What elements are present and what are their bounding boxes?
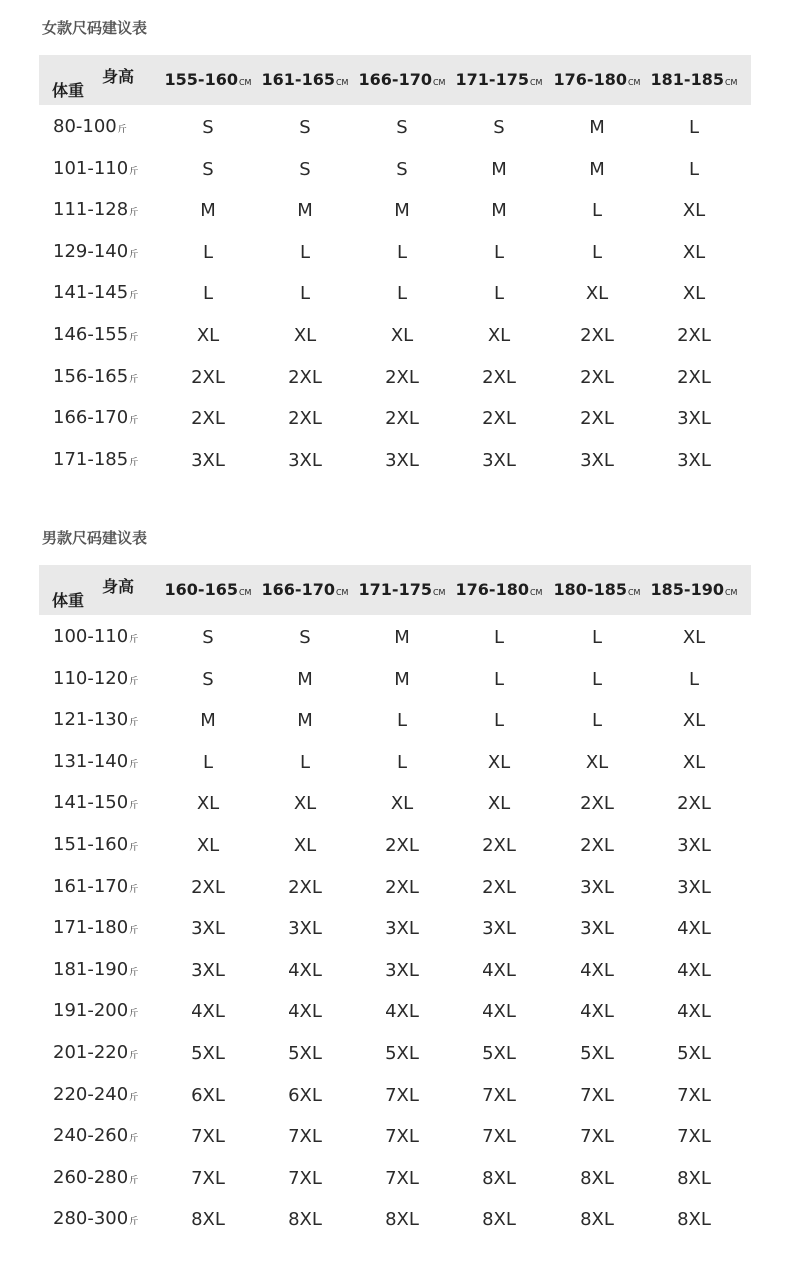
weight-unit: 斤 [129, 374, 139, 385]
size-cell: XL [682, 751, 706, 773]
height-column-header [548, 580, 646, 599]
size-cell: 5XL [482, 1042, 516, 1064]
weight-range: 129-140 [53, 240, 129, 262]
women-chart-title: 女款尺码建议表 [42, 19, 148, 37]
height-column-header [256, 70, 354, 89]
size-cell: 3XL [677, 408, 711, 430]
height-column-header [256, 580, 354, 599]
size-cell: 7XL [580, 1126, 614, 1148]
size-cell: XL [196, 324, 220, 346]
size-cell: 3XL [288, 449, 322, 471]
size-cell: 2XL [288, 366, 322, 388]
women-header-row [39, 55, 751, 105]
size-cell: XL [585, 283, 609, 305]
weight-unit: 斤 [129, 1175, 139, 1186]
size-cell: M [297, 668, 313, 690]
size-cell: 2XL [677, 793, 711, 815]
size-cell: XL [682, 627, 706, 648]
weight-row-label [53, 1084, 138, 1105]
size-cell: L [396, 241, 408, 263]
height-range: 160-165 [164, 580, 238, 599]
size-cell: 4XL [191, 1001, 225, 1023]
table-row [39, 745, 751, 787]
weight-range: 146-155 [53, 323, 129, 345]
height-range: 166-170 [358, 70, 432, 89]
size-cell: 7XL [288, 1167, 322, 1189]
weight-unit: 斤 [129, 926, 139, 937]
weight-row-label [53, 366, 138, 387]
size-cell: L [591, 710, 603, 732]
table-row [39, 110, 751, 152]
size-cell: 2XL [191, 876, 225, 898]
size-cell: 8XL [580, 1209, 614, 1231]
height-column-header [645, 580, 743, 599]
size-cell: 2XL [580, 834, 614, 856]
size-cell: L [493, 283, 505, 305]
size-cell: L [688, 117, 700, 138]
height-unit: CM [724, 78, 738, 87]
size-cell: XL [682, 283, 706, 305]
size-cell: M [297, 200, 313, 222]
table-row [39, 953, 751, 995]
table-row [39, 1119, 751, 1161]
weight-unit: 斤 [129, 332, 139, 343]
weight-unit: 斤 [129, 1050, 139, 1061]
size-cell: 5XL [580, 1042, 614, 1064]
weight-range: 191-200 [53, 1000, 129, 1022]
size-cell: 4XL [482, 959, 516, 981]
weight-unit: 斤 [129, 801, 139, 812]
size-cell: 3XL [385, 449, 419, 471]
size-cell: M [394, 627, 410, 648]
size-cell: L [493, 627, 505, 648]
size-cell: 3XL [580, 876, 614, 898]
size-cell: 4XL [677, 959, 711, 981]
size-cell: 4XL [580, 1001, 614, 1023]
size-cell: 2XL [385, 366, 419, 388]
weight-unit: 斤 [129, 718, 139, 729]
size-cell: 2XL [385, 876, 419, 898]
height-unit: CM [335, 78, 349, 87]
height-range: 166-170 [261, 580, 335, 599]
weight-row-label [53, 282, 138, 303]
size-cell: 2XL [288, 408, 322, 430]
weight-range: 156-165 [53, 365, 129, 387]
size-cell: M [200, 710, 216, 732]
table-row [39, 703, 751, 745]
size-cell: 7XL [580, 1084, 614, 1106]
table-row [39, 152, 751, 194]
size-cell: 7XL [677, 1084, 711, 1106]
size-cell: XL [293, 834, 317, 856]
size-cell: L [688, 668, 700, 690]
table-row [39, 235, 751, 277]
weight-row-label [53, 668, 138, 689]
size-cell: L [591, 200, 603, 222]
table-row [39, 662, 751, 704]
size-cell: XL [487, 751, 511, 773]
size-cell: XL [487, 324, 511, 346]
weight-range: 166-170 [53, 407, 129, 429]
size-cell: 7XL [385, 1126, 419, 1148]
height-column-header [645, 70, 743, 89]
size-cell: 2XL [580, 366, 614, 388]
size-cell: 2XL [385, 834, 419, 856]
size-cell: 2XL [288, 876, 322, 898]
weight-range: 131-140 [53, 750, 129, 772]
height-unit: CM [627, 78, 641, 87]
size-cell: M [394, 668, 410, 690]
size-cell: 2XL [482, 834, 516, 856]
height-unit: CM [529, 588, 543, 597]
size-cell: 3XL [288, 918, 322, 940]
height-column-header [450, 70, 548, 89]
size-cell: 2XL [482, 408, 516, 430]
size-cell: 3XL [677, 834, 711, 856]
size-cell: XL [196, 793, 220, 815]
size-cell: 3XL [191, 449, 225, 471]
weight-row-label [53, 1167, 138, 1188]
weight-unit: 斤 [129, 208, 139, 219]
height-range: 180-185 [553, 580, 627, 599]
size-cell: L [299, 283, 311, 305]
size-cell: L [396, 710, 408, 732]
size-cell: XL [585, 751, 609, 773]
weight-range: 100-110 [53, 626, 129, 647]
size-cell: 2XL [385, 408, 419, 430]
size-cell: 3XL [482, 918, 516, 940]
size-cell: M [200, 200, 216, 222]
size-cell: L [396, 283, 408, 305]
table-row [39, 1078, 751, 1120]
size-cell: 2XL [677, 366, 711, 388]
weight-unit: 斤 [117, 125, 127, 135]
table-row [39, 1036, 751, 1078]
table-row [39, 276, 751, 318]
size-cell: S [202, 627, 214, 648]
weight-row-label [53, 241, 138, 262]
size-cell: 8XL [191, 1209, 225, 1231]
weight-row-label [53, 876, 138, 897]
size-cell: XL [487, 793, 511, 815]
size-cell: 8XL [580, 1167, 614, 1189]
size-cell: L [493, 241, 505, 263]
table-row [39, 318, 751, 360]
height-unit: CM [238, 78, 252, 87]
weight-range: 111-128 [53, 199, 129, 221]
size-cell: 8XL [288, 1209, 322, 1231]
weight-range: 141-145 [53, 282, 129, 304]
size-cell: 3XL [385, 918, 419, 940]
size-cell: S [299, 117, 311, 138]
height-range: 176-180 [455, 580, 529, 599]
weight-unit: 斤 [129, 884, 139, 895]
size-cell: 4XL [677, 1001, 711, 1023]
size-cell: 3XL [482, 449, 516, 471]
size-cell: 7XL [191, 1126, 225, 1148]
weight-range: 171-185 [53, 448, 129, 470]
size-cell: 5XL [385, 1042, 419, 1064]
size-cell: L [493, 710, 505, 732]
size-cell: M [394, 200, 410, 222]
table-row [39, 911, 751, 953]
height-unit: CM [529, 78, 543, 87]
size-cell: 7XL [385, 1084, 419, 1106]
weight-unit: 斤 [129, 166, 139, 177]
size-cell: M [491, 158, 507, 180]
weight-row-label [53, 1000, 138, 1021]
height-range: 176-180 [553, 70, 627, 89]
table-row [39, 828, 751, 870]
size-cell: S [396, 117, 408, 138]
height-column-header [548, 70, 646, 89]
size-cell: 4XL [482, 1001, 516, 1023]
table-row [39, 994, 751, 1036]
weight-range: 141-150 [53, 792, 129, 814]
size-cell: L [396, 751, 408, 773]
size-cell: S [202, 668, 214, 690]
weight-row-label [53, 917, 138, 938]
size-cell: 5XL [191, 1042, 225, 1064]
height-unit: CM [627, 588, 641, 597]
weight-range: 260-280 [53, 1166, 129, 1188]
size-cell: 7XL [482, 1126, 516, 1148]
weight-unit: 斤 [129, 967, 139, 978]
size-cell: 7XL [677, 1126, 711, 1148]
weight-range: 110-120 [53, 667, 129, 689]
size-cell: XL [682, 241, 706, 263]
height-range: 161-165 [261, 70, 335, 89]
weight-unit: 斤 [129, 249, 139, 260]
weight-unit: 斤 [129, 635, 139, 645]
height-column-header [353, 580, 451, 599]
size-cell: L [202, 283, 214, 305]
size-cell: 4XL [580, 959, 614, 981]
weight-range: 171-180 [53, 917, 129, 939]
size-cell: S [299, 627, 311, 648]
size-cell: 8XL [385, 1209, 419, 1231]
table-row [39, 786, 751, 828]
size-cell: XL [293, 793, 317, 815]
weight-row-label [53, 834, 138, 855]
size-cell: XL [682, 200, 706, 222]
height-axis-label: 身高 [102, 67, 135, 86]
size-cell: 7XL [288, 1126, 322, 1148]
size-cell: 6XL [288, 1084, 322, 1106]
weight-row-label [53, 959, 138, 980]
height-unit: CM [724, 588, 738, 597]
weight-row-label [53, 407, 138, 428]
height-range: 185-190 [650, 580, 724, 599]
size-cell: L [688, 158, 700, 180]
weight-unit: 斤 [129, 457, 139, 468]
weight-row-label [53, 1042, 138, 1063]
table-row [39, 360, 751, 402]
size-cell: 6XL [191, 1084, 225, 1106]
weight-row-label [53, 792, 138, 813]
weight-range: 151-160 [53, 833, 129, 855]
weight-unit: 斤 [129, 416, 139, 427]
size-cell: 2XL [482, 876, 516, 898]
size-cell: 8XL [677, 1209, 711, 1231]
height-unit: CM [335, 588, 349, 597]
size-cell: 3XL [385, 959, 419, 981]
weight-range: 240-260 [53, 1125, 129, 1147]
weight-axis-label: 体重 [52, 591, 85, 610]
weight-unit: 斤 [129, 291, 139, 302]
weight-row-label [53, 449, 138, 470]
size-cell: 3XL [677, 876, 711, 898]
weight-row-label [53, 199, 138, 220]
height-range: 171-175 [358, 580, 432, 599]
height-column-header [159, 70, 257, 89]
table-row [39, 193, 751, 235]
weight-unit: 斤 [129, 842, 139, 853]
weight-range: 161-170 [53, 875, 129, 897]
size-cell: 2XL [191, 366, 225, 388]
size-cell: 2XL [580, 793, 614, 815]
height-unit: CM [432, 588, 446, 597]
weight-unit: 斤 [129, 1009, 139, 1020]
size-cell: 3XL [191, 918, 225, 940]
size-cell: L [591, 668, 603, 690]
size-cell: M [297, 710, 313, 732]
height-range: 181-185 [650, 70, 724, 89]
weight-row-label [53, 158, 138, 179]
size-cell: 3XL [191, 959, 225, 981]
height-unit: CM [432, 78, 446, 87]
size-cell: 2XL [482, 366, 516, 388]
weight-row-label [53, 626, 138, 647]
size-cell: 8XL [482, 1167, 516, 1189]
size-cell: S [202, 158, 214, 180]
size-cell: L [202, 751, 214, 773]
size-cell: 7XL [191, 1167, 225, 1189]
size-cell: S [202, 117, 214, 138]
size-cell: XL [682, 710, 706, 732]
size-cell: 4XL [385, 1001, 419, 1023]
men-header-row [39, 565, 751, 615]
size-cell: 4XL [677, 918, 711, 940]
weight-range: 80-100 [53, 116, 117, 137]
men-table-body [39, 620, 751, 1244]
size-cell: XL [196, 834, 220, 856]
size-cell: 3XL [580, 449, 614, 471]
women-table-body [39, 110, 751, 484]
size-cell: 7XL [482, 1084, 516, 1106]
height-range: 171-175 [455, 70, 529, 89]
men-chart-title: 男款尺码建议表 [42, 529, 148, 547]
weight-range: 181-190 [53, 958, 129, 980]
weight-row-label [53, 1208, 138, 1229]
size-cell: L [299, 241, 311, 263]
weight-unit: 斤 [129, 1217, 139, 1228]
size-cell: 2XL [191, 408, 225, 430]
size-cell: L [591, 241, 603, 263]
weight-range: 121-130 [53, 709, 129, 731]
size-cell: 2XL [580, 324, 614, 346]
weight-row-label [53, 751, 138, 772]
size-cell: 7XL [385, 1167, 419, 1189]
weight-row-label [53, 1125, 138, 1146]
height-unit: CM [238, 588, 252, 597]
weight-row-label [53, 116, 127, 137]
size-cell: 8XL [677, 1167, 711, 1189]
size-cell: M [589, 117, 605, 138]
height-column-header [450, 580, 548, 599]
size-cell: S [299, 158, 311, 180]
size-cell: S [396, 158, 408, 180]
size-cell: 4XL [288, 959, 322, 981]
weight-unit: 斤 [129, 1134, 139, 1145]
size-cell: M [589, 158, 605, 180]
table-row [39, 620, 751, 662]
size-cell: XL [390, 324, 414, 346]
height-axis-label: 身高 [102, 577, 135, 596]
weight-row-label [53, 324, 138, 345]
size-cell: L [493, 668, 505, 690]
size-cell: 5XL [677, 1042, 711, 1064]
size-cell: L [202, 241, 214, 263]
size-cell: XL [390, 793, 414, 815]
height-range: 155-160 [164, 70, 238, 89]
size-cell: L [299, 751, 311, 773]
weight-unit: 斤 [129, 759, 139, 770]
size-cell: L [591, 627, 603, 648]
size-cell: M [491, 200, 507, 222]
table-row [39, 870, 751, 912]
table-row [39, 401, 751, 443]
size-cell: XL [293, 324, 317, 346]
size-cell: 3XL [677, 449, 711, 471]
weight-range: 201-220 [53, 1041, 129, 1063]
size-cell: 5XL [288, 1042, 322, 1064]
weight-range: 220-240 [53, 1083, 129, 1105]
size-cell: 4XL [288, 1001, 322, 1023]
weight-row-label [53, 709, 138, 730]
size-cell: 8XL [482, 1209, 516, 1231]
weight-range: 280-300 [53, 1208, 129, 1230]
table-row [39, 443, 751, 485]
table-row [39, 1161, 751, 1203]
weight-axis-label: 体重 [52, 81, 85, 100]
size-cell: 3XL [580, 918, 614, 940]
weight-unit: 斤 [129, 676, 139, 687]
table-row [39, 1202, 751, 1244]
weight-range: 101-110 [53, 157, 129, 179]
height-column-header [353, 70, 451, 89]
size-cell: S [493, 117, 505, 138]
height-column-header [159, 580, 257, 599]
size-cell: 2XL [677, 324, 711, 346]
size-cell: 2XL [580, 408, 614, 430]
weight-unit: 斤 [129, 1092, 139, 1103]
